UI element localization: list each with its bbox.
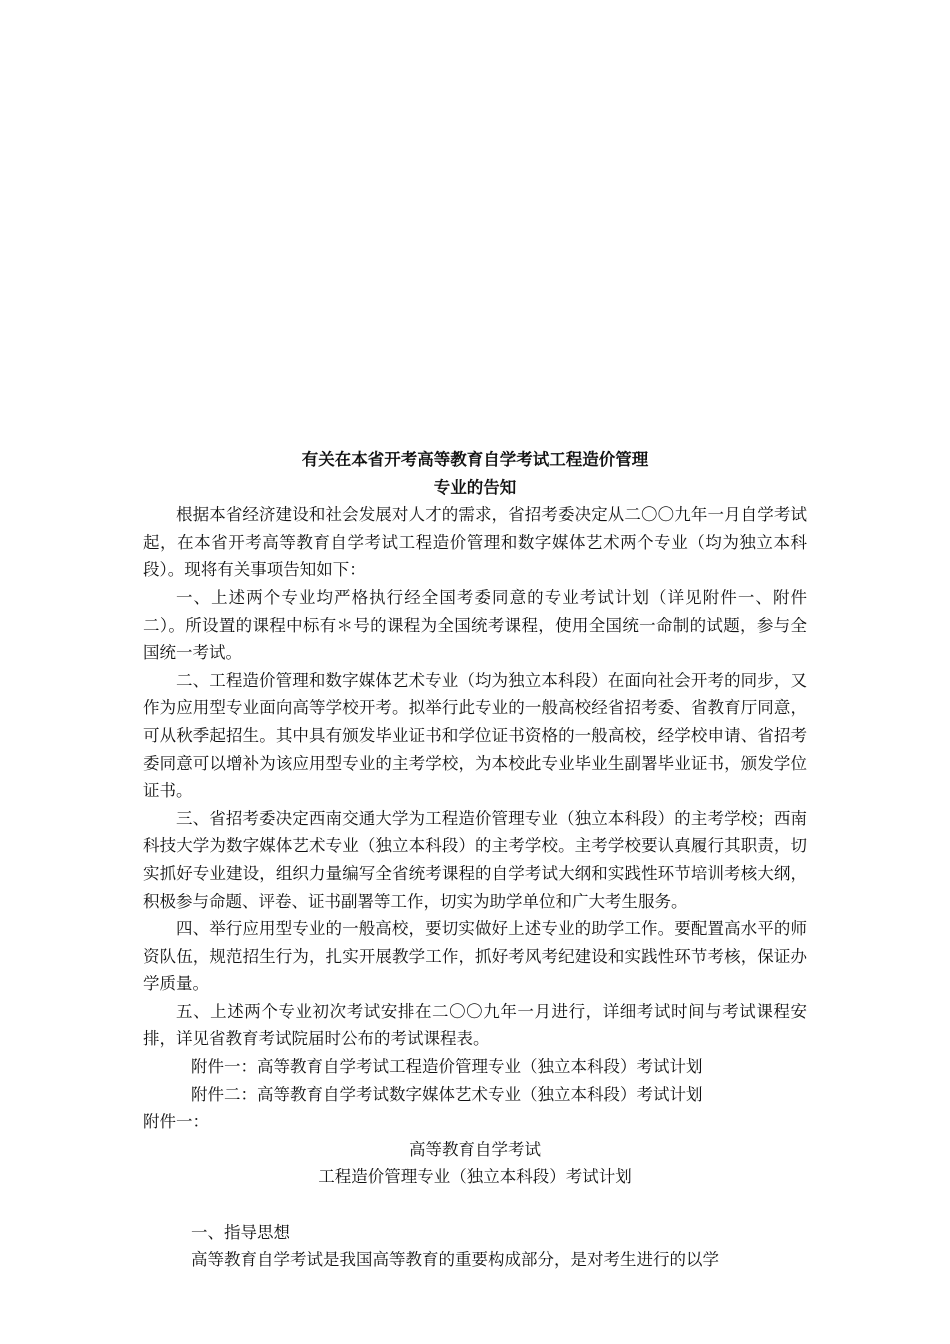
paragraph-item-1: 一、上述两个专业均严格执行经全国考委同意的专业考试计划（详见附件一、附件二）。所设置的课程中标有＊号的课程为全国统考课程，使用全国统一命制的试题，参与全国统一考试。 [143, 587, 807, 663]
attachment-2-line: 附件二：高等教育自学考试数字媒体艺术专业（独立本科段）考试计划 [191, 1084, 703, 1104]
paragraph-item-4: 四、举行应用型专业的一般高校，要切实做好上述专业的助学工作。要配置高水平的师资队伍，规范招生行为，扎实开展教学工作，抓好考风考纪建设和实践性环节考核，保证办学质量。 [143, 919, 807, 994]
paragraph-item-5: 五、上述两个专业初次考试安排在二〇〇九年一月进行，详细考试时间与考试课程安排，详见省教育考试院届时公布的考试课程表。 [143, 1001, 807, 1049]
attachment-1-line: 附件一：高等教育自学考试工程造价管理专业（独立本科段）考试计划 [191, 1057, 703, 1077]
document-title-line-1: 有关在本省开考高等教育自学考试工程造价管理 [301, 450, 649, 469]
paragraph-item-3: 三、省招考委决定西南交通大学为工程造价管理专业（独立本科段）的主考学校；西南科技大学为数字媒体艺术专业（独立本科段）的主考学校。主考学校要认真履行其职责，切实抓好专业建设，组织力量编写全省统考课程的自学考试大纲和实践性环节培训考核大纲，积极参与命题、评卷、证书副署等工作，切实为助学单位和广大考生服务。 [143, 808, 807, 911]
section-1-text: 高等教育自学考试是我国高等教育的重要构成部分，是对考生进行的以学 [191, 1250, 719, 1270]
appendix-label: 附件一： [143, 1112, 209, 1132]
paragraph-intro: 根据本省经济建设和社会发展对人才的需求，省招考委决定从二〇〇九年一月自学考试起，在本省开考高等教育自学考试工程造价管理和数字媒体艺术两个专业（均为独立本科段）。现将有关事项告知如下： [143, 505, 807, 580]
section-1-heading: 一、指导思想 [191, 1222, 290, 1242]
document-body [143, 446, 807, 1274]
plan-title-line-2: 工程造价管理专业（独立本科段）考试计划 [318, 1167, 632, 1187]
document-title-line-2: 专业的告知 [433, 477, 517, 497]
blank-line [143, 1191, 807, 1219]
paragraph-item-2: 二、工程造价管理和数字媒体艺术专业（均为独立本科段）在面向社会开考的同步，又作为应用型专业面向高等学校开考。拟举行此专业的一般高校经省招考委、省教育厅同意，可从秋季起招生。其中具有颁发毕业证书和学位证书资格的一般高校，经学校申请、省招考委同意可以增补为该应用型专业的主考学校，为本校此专业毕业生副署毕业证书，颁发学位证书。 [143, 670, 807, 801]
plan-title-line-1: 高等教育自学考试 [409, 1139, 541, 1159]
